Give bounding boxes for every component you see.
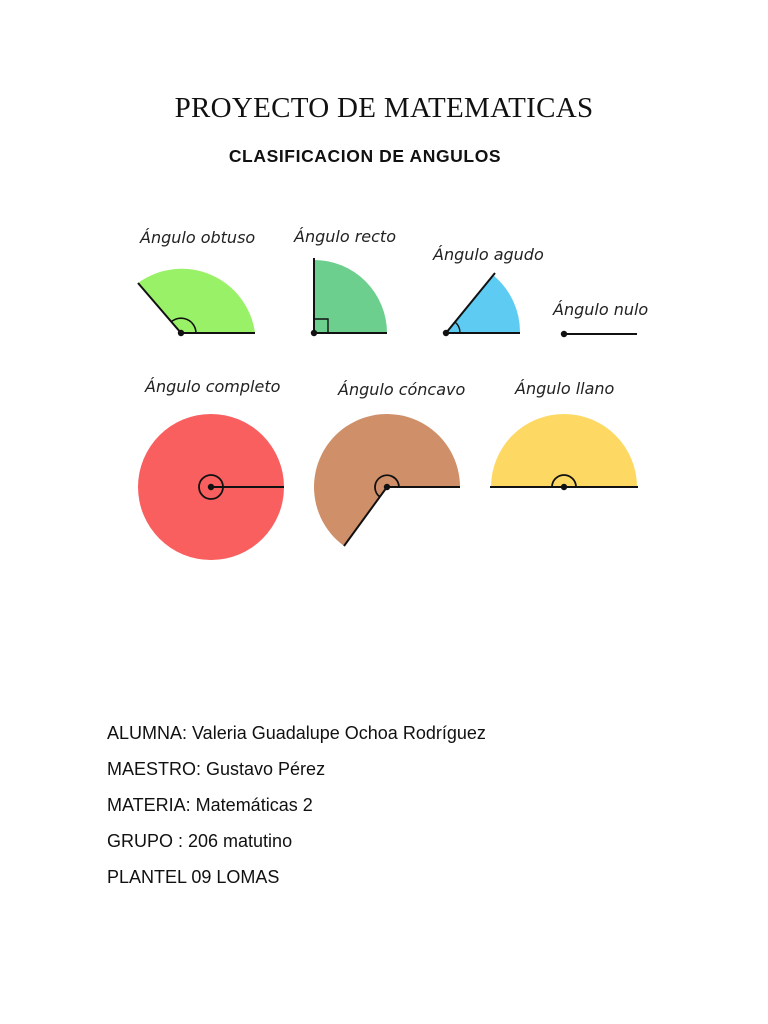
obtuse-angle-sector [138, 269, 255, 333]
label-right: Ángulo recto [294, 227, 396, 246]
acute-angle [432, 245, 544, 336]
complete-angle [138, 377, 284, 560]
info-grupo: GRUPO : 206 matutino [107, 831, 293, 851]
info-alumna: ALUMNA: Valeria Guadalupe Ochoa Rodríguez [107, 723, 486, 743]
label-obtuse: Ángulo obtuso [140, 228, 256, 247]
straight-angle-sector [491, 414, 637, 487]
right-angle [293, 227, 396, 336]
label-concave: Ángulo cóncavo [338, 380, 466, 399]
document-title: PROYECTO DE MATEMATICAS [174, 92, 594, 124]
concave-angle-sector [314, 414, 460, 546]
student-info [107, 721, 486, 901]
info-plantel: PLANTEL 09 LOMAS [107, 867, 280, 887]
null-angle [552, 300, 648, 337]
angle-classification-diagram [0, 205, 768, 565]
label-straight: Ángulo llano [515, 379, 615, 398]
obtuse-angle [138, 228, 255, 336]
concave-angle [314, 380, 466, 546]
info-materia: MATERIA: Matemáticas 2 [107, 795, 313, 815]
label-complete: Ángulo completo [145, 377, 281, 396]
info-maestro: MAESTRO: Gustavo Pérez [107, 759, 326, 779]
document-subtitle: CLASIFICACION DE ANGULOS [228, 146, 502, 166]
straight-angle [490, 379, 638, 490]
label-null: Ángulo nulo [553, 300, 649, 319]
label-acute: Ángulo agudo [433, 245, 544, 264]
right-angle-sector [314, 260, 387, 333]
